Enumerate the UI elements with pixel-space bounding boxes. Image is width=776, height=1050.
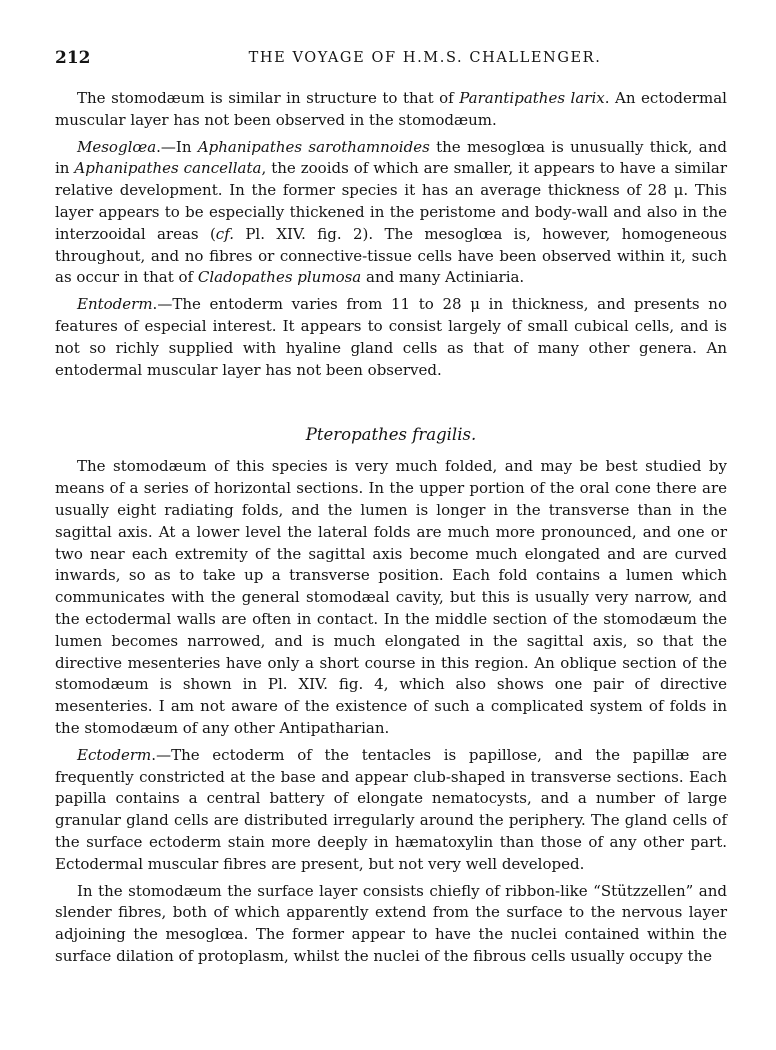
text-run: The stomodæum is similar in structure to that of [77, 89, 460, 107]
abbreviation: cf. [215, 224, 234, 243]
species-name: Cladopathes plumosa [197, 268, 362, 287]
text-run: and many Actiniaria. [361, 268, 525, 287]
text-run: .—The ectoderm of the tentacles is papillose, and the papillæ are frequently constricted at the base and appear club-shaped in transverse sections. Each papilla contains a central battery of elongate nematocysts, and a number of large granular gland cells are distributed irregularly around the periphery. The gland cells of the surface ectoderm stain more deeply in hæmatoxylin than those of any other part. Ectodermal muscular fibres are present, but not very well developed. [55, 745, 727, 873]
text-run: . An ectodermal muscular layer has not been observed in the stomodæum. [55, 89, 727, 129]
species-name: Aphanipathes cancellata [74, 159, 262, 178]
text-run: , the zooids of which are smaller, it appears to have a similar relative development. In the former species it has an average thickness of 28 μ. This layer appears to be especially thickened in the peristome and body-wall and also in the interzooidal areas ( [55, 159, 727, 243]
species-name: Aphanipathes sarothamnoides [197, 137, 430, 156]
paragraph-mesogloea [55, 137, 727, 290]
paragraph-ectoderm [55, 745, 727, 876]
text-run: .—The entoderm varies from 11 to 28 μ in thickness, and presents no features of especial interest. It appears to consist largely of small cubical cells, and is not so richly supplied with hyaline gland cells as that of many other genera. An entodermal muscular layer has not been observed. [55, 295, 727, 379]
paragraph-heading: Ectoderm [77, 745, 152, 764]
text-run: .—In [156, 137, 198, 156]
species-name: Parantipathes larix [459, 89, 605, 107]
text-run: Pl. XIV. fig. 2). The mesoglœa is, however, homogeneous throughout, and no fibres or connective-tissue cells have been observed within it, such as occur in that of [55, 224, 727, 287]
paragraph-stomodaeum-surface: In the stomodæum the surface layer consists chiefly of ribbon-like “Stützzellen” and slender fibres, both of which apparently extend from the surface to the nervous layer adjoining the mesoglœa. The former appear to have the nuclei contained within the surface dilation of protoplasm, whilst the nuclei of the fibrous cells usually occupy the [55, 881, 727, 965]
running-title: THE VOYAGE OF H.M.S. CHALLENGER. [248, 50, 602, 66]
paragraph-heading: Entoderm [77, 295, 153, 314]
page-number: 212 [55, 48, 91, 68]
paragraph-heading: Mesoglœa [77, 137, 157, 156]
paragraph-stomodaeum-folds: The stomodæum of this species is very much folded, and may be best studied by means of a series of horizontal sections. In the upper portion of the oral cone there are usually eight radiating folds, and the lumen is longer in the transverse than in the sagittal axis. At a lower level the lateral folds are much more pronounced, and one or two near each extremity of the sagittal axis become much elongated and are curved inwards, so as to take up a transverse position. Each fold contains a lumen which communicates with the general stomodæal cavity, but this is usually very narrow, and the ectodermal walls are often in contact. In the middle section of the stomodæum the lumen becomes narrowed, and is much elongated in the sagittal axis, so that the directive mesenteries have only a short course in this region. An oblique section of the stomodæum is shown in Pl. XIV. fig. 4, which also shows one pair of directive mesenteries. I am not aware of the existence of such a complicated system of folds in the stomodæum of any other Antipatharian. [55, 457, 727, 737]
paragraph-stomodaeum-intro [55, 88, 727, 132]
section-title: Pteropathes fragilis. [305, 425, 477, 445]
text-run: the mesoglœa is unusually thick, and in [55, 137, 728, 178]
paragraph-entoderm [55, 294, 727, 381]
page-body [55, 88, 727, 968]
